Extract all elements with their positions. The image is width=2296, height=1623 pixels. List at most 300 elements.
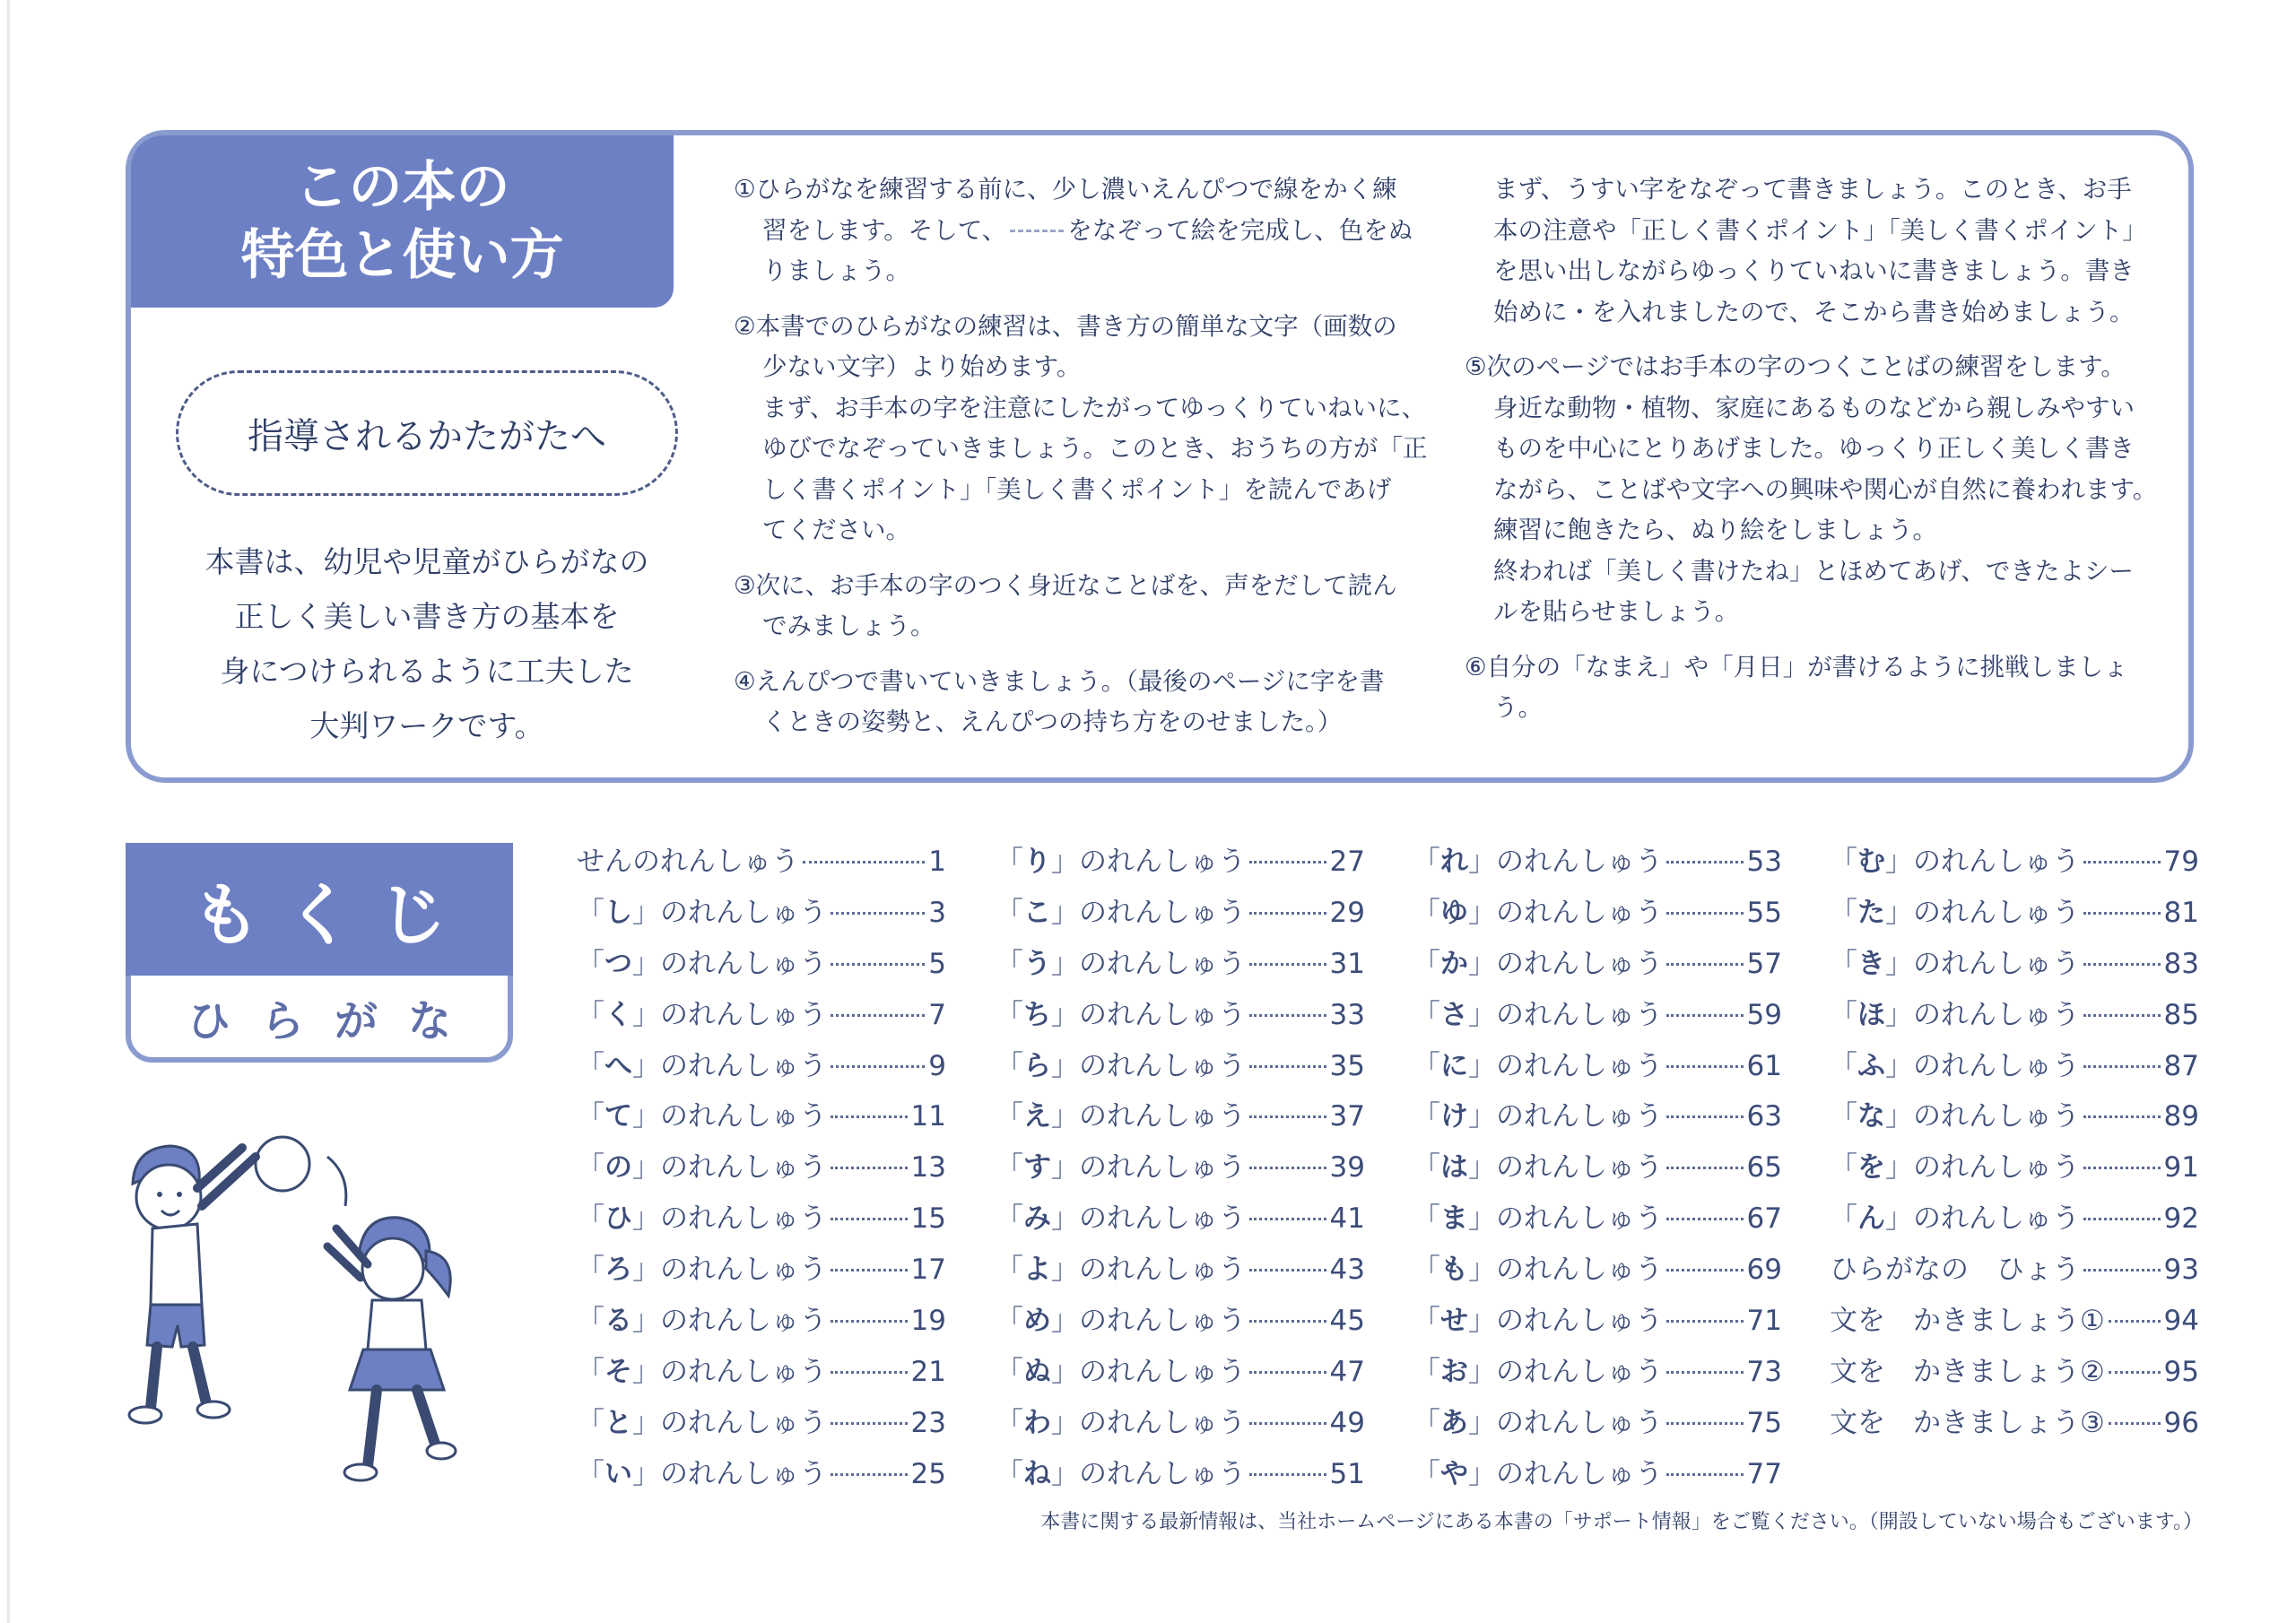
toc-entry-label xyxy=(577,941,827,981)
toc-entry-character: い xyxy=(604,1457,632,1490)
toc-leader-dots xyxy=(1666,1014,1744,1017)
contents-heading-box xyxy=(126,843,513,1063)
description-line: 正しく美しい書き方の基本を xyxy=(234,599,620,634)
toc-entry xyxy=(1830,1144,2199,1195)
toc-leader-dots xyxy=(2083,1218,2161,1220)
instruction-item-1 xyxy=(734,169,1442,292)
toc-entry xyxy=(1830,1246,2199,1298)
toc-leader-dots xyxy=(2083,1115,2161,1118)
toc-leader-dots xyxy=(1249,963,1326,966)
toc-entry-character: ろ xyxy=(604,1254,632,1287)
toc-entry-label xyxy=(1830,1349,2105,1389)
toc-column-1 xyxy=(577,838,946,1502)
instruction-line: でみましょう。 xyxy=(762,612,935,640)
toc-entry-character: つ xyxy=(604,947,632,980)
toc-leader-dots xyxy=(2083,1167,2161,1169)
toc-entry xyxy=(1413,1043,1782,1094)
instruction-line: しく書くポイント」「美しく書くポイント」を読んであげ xyxy=(762,474,1392,504)
instruction-item-2 xyxy=(734,307,1442,551)
instruction-line: てください。 xyxy=(762,516,910,544)
toc-entry xyxy=(577,941,946,992)
toc-leader-dots xyxy=(831,1115,908,1118)
toc-entry-character: ぬ xyxy=(1023,1355,1051,1388)
toc-entry-text: 」のれんしゅう xyxy=(1885,846,2080,878)
toc-entry-character: け xyxy=(1440,1100,1468,1133)
toc-entry-character: ん xyxy=(1857,1202,1885,1236)
toc-leader-dots xyxy=(1249,1218,1326,1220)
toc-entry xyxy=(1830,1349,2199,1400)
toc-entry-label xyxy=(1830,941,2080,981)
toc-entry-label xyxy=(1830,1400,2105,1440)
toc-page-number: 79 xyxy=(2163,846,2199,878)
toc-entry-text: 」のれんしゅう xyxy=(1885,896,2080,929)
toc-entry-label xyxy=(1830,1144,2080,1185)
toc-leader-dots xyxy=(1249,1065,1326,1068)
toc-entry-text: 」のれんしゅう xyxy=(1885,1151,2080,1185)
toc-entry-label xyxy=(577,1043,827,1083)
toc-entry-text: 「 xyxy=(577,947,604,980)
toc-entry-label xyxy=(577,838,799,879)
toc-page-number: 67 xyxy=(1746,1202,1782,1236)
toc-entry xyxy=(996,1144,1365,1195)
toc-entry-label xyxy=(1413,1400,1663,1440)
toc-page-number: 59 xyxy=(1746,998,1782,1031)
toc-entry-label xyxy=(1830,1093,2080,1133)
toc-page-number: 7 xyxy=(928,998,946,1031)
toc-entry xyxy=(1413,1451,1782,1502)
toc-entry-label xyxy=(577,1195,827,1236)
toc-page-number: 19 xyxy=(910,1305,946,1338)
toc-entry-label xyxy=(1830,1043,2080,1083)
toc-entry-text: 」のれんしゅう xyxy=(1885,998,2080,1031)
toc-page-number: 61 xyxy=(1746,1049,1782,1082)
toc-leader-dots xyxy=(831,1014,925,1017)
instruction-line: ②本書でのひらがなの練習は、書き方の簡単な文字（画数の xyxy=(734,311,1397,341)
toc-entry-text: 「 xyxy=(996,1457,1023,1490)
toc-page-number: 13 xyxy=(910,1151,946,1185)
toc-entry-character: さ xyxy=(1440,998,1468,1031)
toc-entry xyxy=(577,1144,946,1195)
toc-entry-label xyxy=(1413,838,1663,879)
toc-entry-character: も xyxy=(1440,1254,1468,1287)
toc-page-number: 83 xyxy=(2163,947,2199,980)
toc-page-number: 1 xyxy=(928,846,946,878)
toc-entry xyxy=(577,1451,946,1502)
instruction-line: まず、うすい字をなぞって書きましょう。このとき、お手 xyxy=(1493,175,2132,204)
contents-subtitle: ひらがな xyxy=(187,995,482,1046)
instruction-line: う。 xyxy=(1493,693,1543,722)
instruction-line: りましょう。 xyxy=(762,256,910,285)
toc-entry xyxy=(996,1043,1365,1094)
toc-entry xyxy=(1413,1246,1782,1298)
toc-entry-text: 」のれんしゅう xyxy=(632,1254,827,1287)
toc-entry-text: 「 xyxy=(577,1151,604,1185)
toc-entry-label xyxy=(996,1349,1246,1389)
toc-entry-label xyxy=(996,1400,1246,1440)
toc-entry xyxy=(1413,992,1782,1043)
instruction-line: 少ない文字）より始めます。 xyxy=(762,352,1082,381)
toc-page-number: 37 xyxy=(1329,1100,1365,1133)
toc-leader-dots xyxy=(1666,1065,1744,1068)
toc-entry xyxy=(577,890,946,941)
toc-entry-text: 「 xyxy=(996,1305,1023,1338)
toc-entry-text: 「 xyxy=(1830,1049,1857,1082)
toc-leader-dots xyxy=(831,1218,908,1220)
toc-entry-text: 「 xyxy=(1830,947,1857,980)
toc-entry-label xyxy=(1413,890,1663,930)
toc-entry-text: 「 xyxy=(1413,1355,1440,1388)
toc-entry-text: 「 xyxy=(996,1254,1023,1287)
page-edge xyxy=(7,0,10,1623)
toc-entry-text: 」のれんしゅう xyxy=(632,1355,827,1388)
toc-entry-character: て xyxy=(604,1100,632,1133)
toc-entry-text: 文を かきましょう③ xyxy=(1830,1406,2105,1439)
toc-entry-label xyxy=(996,1451,1246,1491)
toc-entry-label xyxy=(1413,992,1663,1032)
features-panel xyxy=(126,130,2194,783)
toc-page-number: 92 xyxy=(2163,1202,2199,1236)
toc-entry xyxy=(577,1093,946,1144)
toc-leader-dots xyxy=(2083,1269,2161,1271)
instructions-column-2 xyxy=(1465,169,2182,743)
toc-column-2 xyxy=(996,838,1365,1502)
toc-entry-label xyxy=(1413,1144,1663,1185)
toc-entry-text: 」のれんしゅう xyxy=(1051,1100,1246,1133)
toc-entry xyxy=(996,838,1365,890)
toc-leader-dots xyxy=(2083,1014,2161,1017)
toc-entry-label xyxy=(1830,1246,2080,1287)
toc-entry-text: 「 xyxy=(1830,1151,1857,1185)
toc-leader-dots xyxy=(1249,1473,1326,1476)
toc-entry-character: は xyxy=(1440,1151,1468,1185)
toc-leader-dots xyxy=(1666,1371,1744,1374)
toc-page-number: 11 xyxy=(910,1100,946,1133)
toc-page-number: 15 xyxy=(910,1202,946,1236)
toc-page-number: 33 xyxy=(1329,998,1365,1031)
toc-page-number: 39 xyxy=(1329,1151,1365,1185)
support-info-footer: 本書に関する最新情報は、当社ホームページにある本書の「サポート情報」をご覧ください。（開設していない場合もございます。） xyxy=(1040,1511,2203,1533)
toc-entry-label xyxy=(577,1298,827,1338)
toc-page-number: 89 xyxy=(2163,1100,2199,1133)
toc-page-number: 9 xyxy=(928,1049,946,1082)
toc-entry-text: 」のれんしゅう xyxy=(1051,1049,1246,1082)
dashed-line-icon xyxy=(1010,230,1064,232)
instruction-line: ものを中心にとりあげました。ゆっくり正しく美しく書き xyxy=(1493,434,2135,463)
toc-entry-character: あ xyxy=(1440,1406,1468,1439)
toc-leader-dots xyxy=(2109,1422,2161,1425)
instruction-line: 終われば「美しく書けたね」とほめてあげ、できたよシー xyxy=(1493,556,2134,586)
toc-entry xyxy=(1413,890,1782,941)
toc-entry-label xyxy=(577,1451,827,1491)
instruction-line: ゆびでなぞっていきましょう。このとき、おうちの方が「正 xyxy=(762,434,1428,463)
toc-page-number: 23 xyxy=(910,1406,946,1439)
toc-entry-text: 」のれんしゅう xyxy=(1051,1151,1246,1185)
instruction-line: まず、お手本の字を注意にしたがってゆっくりていねいに、 xyxy=(762,393,1427,422)
toc-leader-dots xyxy=(1249,1115,1326,1118)
toc-page-number: 63 xyxy=(1746,1100,1782,1133)
toc-leader-dots xyxy=(831,912,925,915)
instruction-line: を思い出しながらゆっくりていねいに書きましょう。書き xyxy=(1493,256,2135,285)
toc-page-number: 29 xyxy=(1329,896,1365,929)
toc-leader-dots xyxy=(1249,1320,1326,1323)
toc-leader-dots xyxy=(831,1320,908,1323)
toc-entry-character: む xyxy=(1857,846,1885,878)
toc-entry-text: 」のれんしゅう xyxy=(1051,1355,1246,1388)
toc-entry-text: 」のれんしゅう xyxy=(1885,1049,2080,1082)
toc-entry-character: せ xyxy=(1440,1305,1468,1338)
toc-entry xyxy=(1830,1093,2199,1144)
toc-page-number: 45 xyxy=(1329,1305,1365,1338)
toc-leader-dots xyxy=(1666,1115,1744,1118)
toc-entry-text: 「 xyxy=(577,1202,604,1236)
toc-entry xyxy=(577,1043,946,1094)
toc-entry xyxy=(577,838,946,890)
toc-entry xyxy=(1830,1043,2199,1094)
toc-page-number: 35 xyxy=(1329,1049,1365,1082)
toc-leader-dots xyxy=(2109,1320,2161,1323)
toc-entry-text: 「 xyxy=(1413,1457,1440,1490)
toc-entry-character: を xyxy=(1857,1151,1885,1185)
toc-entry-character: よ xyxy=(1023,1254,1051,1287)
toc-entry-text: 」のれんしゅう xyxy=(632,998,827,1031)
features-title-line2: 特色と使い方 xyxy=(240,224,564,287)
toc-entry-text: 「 xyxy=(1413,998,1440,1031)
toc-entry-character: な xyxy=(1857,1100,1885,1133)
toc-entry-label xyxy=(577,1093,827,1133)
toc-entry-text: 「 xyxy=(577,1049,604,1082)
toc-page-number: 81 xyxy=(2163,896,2199,929)
toc-page-number: 57 xyxy=(1746,947,1782,980)
toc-page-number: 55 xyxy=(1746,896,1782,929)
toc-leader-dots xyxy=(803,861,925,864)
toc-entry xyxy=(577,1400,946,1451)
toc-entry-text: 「 xyxy=(996,1406,1023,1439)
toc-entry-label xyxy=(1413,1451,1663,1491)
toc-entry-character: ね xyxy=(1023,1457,1051,1490)
toc-entry-text: 」のれんしゅう xyxy=(1468,1049,1663,1082)
toc-entry-character: お xyxy=(1440,1355,1468,1388)
toc-entry-character: め xyxy=(1023,1305,1051,1338)
instruction-line: 身近な動物・植物、家庭にあるものなどから親しみやすい xyxy=(1493,393,2135,422)
toc-page-number: 87 xyxy=(2163,1049,2199,1082)
instructions-column-1 xyxy=(734,169,1442,758)
toc-entry xyxy=(1413,838,1782,890)
toc-entry-label xyxy=(996,1246,1246,1287)
toc-entry xyxy=(1413,1195,1782,1246)
toc-page-number: 91 xyxy=(2163,1151,2199,1185)
toc-entry-text: 「 xyxy=(996,1355,1023,1388)
toc-entry-label xyxy=(996,992,1246,1032)
toc-entry-character: た xyxy=(1857,896,1885,929)
toc-leader-dots xyxy=(1249,912,1326,915)
toc-entry xyxy=(1830,1298,2199,1349)
toc-entry-text: 「 xyxy=(1413,1202,1440,1236)
toc-page-number: 71 xyxy=(1746,1305,1782,1338)
toc-entry-label xyxy=(996,1144,1246,1185)
toc-entry-text: 「 xyxy=(1413,1406,1440,1439)
toc-page-number: 85 xyxy=(2163,998,2199,1031)
toc-entry-text: 「 xyxy=(1830,1100,1857,1133)
toc-entry-text: 」のれんしゅう xyxy=(632,1100,827,1133)
toc-leader-dots xyxy=(1249,861,1326,864)
toc-leader-dots xyxy=(2109,1371,2161,1374)
toc-entry-character: き xyxy=(1857,947,1885,980)
toc-leader-dots xyxy=(831,963,925,966)
toc-page-number: 47 xyxy=(1329,1355,1365,1388)
toc-entry xyxy=(996,1400,1365,1451)
toc-page-number: 5 xyxy=(928,947,946,980)
toc-entry-label xyxy=(1413,1246,1663,1287)
toc-entry-character: し xyxy=(604,896,632,929)
toc-entry-text: 「 xyxy=(996,1151,1023,1185)
instruction-item-4 xyxy=(734,662,1442,743)
toc-entry-character: る xyxy=(604,1305,632,1338)
ball-icon xyxy=(256,1137,346,1206)
toc-entry-text: 「 xyxy=(1413,1049,1440,1082)
toc-leader-dots xyxy=(831,1371,908,1374)
toc-entry xyxy=(1830,1400,2199,1451)
toc-entry-character: ほ xyxy=(1857,998,1885,1031)
toc-entry xyxy=(577,1349,946,1400)
toc-entry-label xyxy=(1830,992,2080,1032)
toc-entry-text: 「 xyxy=(996,846,1023,878)
toc-entry-character: ち xyxy=(1023,998,1051,1031)
toc-entry-text: 「 xyxy=(577,1457,604,1490)
toc-entry-text: 「 xyxy=(1413,846,1440,878)
toc-entry-character: わ xyxy=(1023,1406,1051,1439)
toc-entry-text: 」のれんしゅう xyxy=(1051,846,1246,878)
toc-entry-text: 」のれんしゅう xyxy=(1051,998,1246,1031)
toc-entry xyxy=(996,992,1365,1043)
toc-entry-text: 」のれんしゅう xyxy=(1885,1100,2080,1133)
toc-entry-text: 「 xyxy=(1413,1100,1440,1133)
toc-entry-character: の xyxy=(604,1151,632,1185)
toc-entry-text: 」のれんしゅう xyxy=(632,1305,827,1338)
instruction-line: 練習に飽きたら、ぬり絵をしましょう。 xyxy=(1493,516,1937,544)
toc-leader-dots xyxy=(1666,1422,1744,1425)
girl-icon xyxy=(327,1218,456,1480)
toc-entry-label xyxy=(996,941,1246,981)
contents-title: もくじ xyxy=(126,843,513,976)
toc-entry-text: 」のれんしゅう xyxy=(632,1457,827,1490)
toc-entry-text: 「 xyxy=(1830,896,1857,929)
toc-leader-dots xyxy=(1249,1167,1326,1169)
toc-page-number: 65 xyxy=(1746,1151,1782,1185)
toc-leader-dots xyxy=(1249,1014,1326,1017)
description-line: 身につけられるように工夫した xyxy=(220,654,634,689)
toc-entry-text: 」のれんしゅう xyxy=(1468,846,1663,878)
toc-page-number: 69 xyxy=(1746,1254,1782,1287)
toc-leader-dots xyxy=(1666,963,1744,966)
toc-entry-text: せんのれんしゅう xyxy=(577,846,799,878)
toc-entry-text: 「 xyxy=(1413,1254,1440,1287)
toc-leader-dots xyxy=(2083,963,2161,966)
toc-entry-text: 「 xyxy=(577,1355,604,1388)
toc-entry-text: 「 xyxy=(996,998,1023,1031)
toc-entry-label xyxy=(996,1093,1246,1133)
instruction-item-6 xyxy=(1465,647,2182,729)
toc-entry-label xyxy=(996,890,1246,930)
toc-entry-label xyxy=(577,1400,827,1440)
toc-leader-dots xyxy=(1666,1269,1744,1271)
toc-entry-character: や xyxy=(1440,1457,1468,1490)
toc-entry-text: 「 xyxy=(1413,1305,1440,1338)
toc-entry-text: 」のれんしゅう xyxy=(632,947,827,980)
toc-entry-text: 「 xyxy=(1413,1151,1440,1185)
toc-entry xyxy=(1413,1144,1782,1195)
features-title xyxy=(131,135,674,308)
toc-entry-character: こ xyxy=(1023,896,1051,929)
toc-entry-character: え xyxy=(1023,1100,1051,1133)
instruction-line: ルを貼らせましょう。 xyxy=(1493,597,1740,626)
toc-entry-character: に xyxy=(1440,1049,1468,1082)
toc-entry xyxy=(996,1246,1365,1298)
toc-entry-text: 」のれんしゅう xyxy=(1468,1151,1663,1185)
book-description xyxy=(167,534,687,753)
toc-entry-label xyxy=(1413,1043,1663,1083)
toc-page-number: 27 xyxy=(1329,846,1365,878)
toc-entry-character: く xyxy=(604,998,632,1031)
toc-entry-text: 「 xyxy=(1413,896,1440,929)
toc-page-number: 73 xyxy=(1746,1355,1782,1388)
toc-entry-text: 」のれんしゅう xyxy=(1051,1305,1246,1338)
toc-entry-text: 「 xyxy=(1830,1202,1857,1236)
toc-entry-label xyxy=(1413,941,1663,981)
toc-entry-character: ふ xyxy=(1857,1049,1885,1082)
instruction-line: ④えんぴつで書いていきましょう。（最後のページに字を書 xyxy=(734,666,1385,696)
toc-page-number: 93 xyxy=(2163,1254,2199,1287)
features-title-line1: この本の xyxy=(294,156,510,219)
toc-page-number: 41 xyxy=(1329,1202,1365,1236)
toc-entry-label xyxy=(577,890,827,930)
toc-leader-dots xyxy=(831,1269,908,1271)
toc-entry-text: 」のれんしゅう xyxy=(1468,1305,1663,1338)
toc-entry-text: 「 xyxy=(577,1305,604,1338)
instruction-line: ③次に、お手本の字のつく身近なことばを、声をだして読ん xyxy=(734,570,1397,600)
toc-entry-text: 」のれんしゅう xyxy=(1051,1254,1246,1287)
instruction-text: 習をします。そして、 xyxy=(762,215,1007,245)
toc-entry-character: ま xyxy=(1440,1202,1468,1236)
instruction-line: ⑥自分の「なまえ」や「月日」が書けるように挑戦しましょ xyxy=(1465,652,2128,681)
toc-entry xyxy=(577,1195,946,1246)
instruction-line: ⑤次のページではお手本の字のつくことばの練習をします。 xyxy=(1465,352,2126,381)
toc-leader-dots xyxy=(2083,861,2161,864)
toc-leader-dots xyxy=(1666,1473,1744,1476)
toc-entry-label xyxy=(577,1349,827,1389)
toc-page-number: 3 xyxy=(928,896,946,929)
toc-entry-text: 「 xyxy=(577,998,604,1031)
toc-page-number: 31 xyxy=(1329,947,1365,980)
toc-entry xyxy=(1413,1400,1782,1451)
toc-entry-label xyxy=(1830,838,2080,879)
instruction-item-3 xyxy=(734,566,1442,647)
toc-page-number: 17 xyxy=(910,1254,946,1287)
toc-entry-text: 「 xyxy=(996,1202,1023,1236)
toc-entry-character: り xyxy=(1023,846,1051,878)
instruction-text: をなぞって絵を完成し、色をぬ xyxy=(1067,215,1413,245)
toc-entry-text: 」のれんしゅう xyxy=(632,1202,827,1236)
toc-leader-dots xyxy=(2083,1065,2161,1068)
toc-entry-text: 「 xyxy=(1413,947,1440,980)
toc-entry-label xyxy=(577,992,827,1032)
toc-entry-text: 」のれんしゅう xyxy=(1885,947,2080,980)
toc-entry-text: 」のれんしゅう xyxy=(632,896,827,929)
toc-entry xyxy=(996,890,1365,941)
instruction-item-4-continued xyxy=(1465,169,2182,333)
toc-column-3 xyxy=(1413,838,1782,1502)
toc-page-number: 49 xyxy=(1329,1406,1365,1439)
toc-entry xyxy=(1830,1195,2199,1246)
